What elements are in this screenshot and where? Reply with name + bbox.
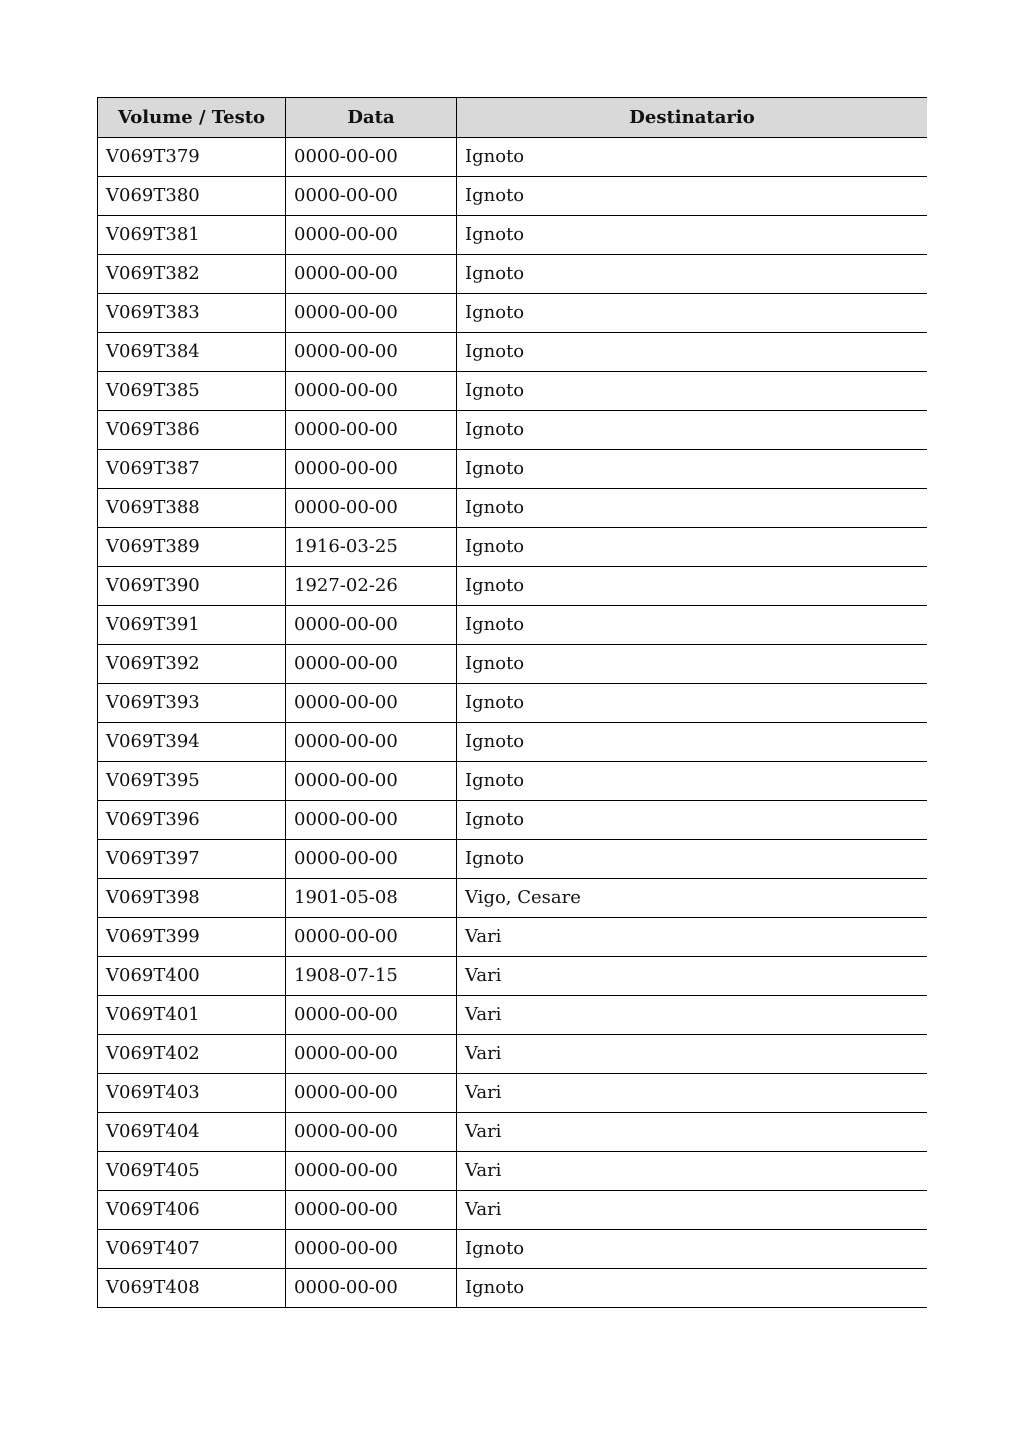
table-row	[98, 333, 928, 372]
column-header-volume-testo: Volume / Testo	[98, 98, 286, 138]
cell-volume-testo: V069T389	[98, 528, 286, 567]
table-row	[98, 1113, 928, 1152]
table-row	[98, 801, 928, 840]
cell-destinatario: Vari	[457, 1035, 928, 1074]
cell-data: 1927-02-26	[286, 567, 457, 606]
cell-volume-testo: V069T398	[98, 879, 286, 918]
cell-data: 0000-00-00	[286, 177, 457, 216]
cell-destinatario: Ignoto	[457, 1230, 928, 1269]
cell-volume-testo: V069T388	[98, 489, 286, 528]
cell-volume-testo: V069T399	[98, 918, 286, 957]
cell-volume-testo: V069T404	[98, 1113, 286, 1152]
table-row	[98, 450, 928, 489]
cell-destinatario: Ignoto	[457, 255, 928, 294]
cell-volume-testo: V069T393	[98, 684, 286, 723]
cell-data: 0000-00-00	[286, 801, 457, 840]
cell-destinatario: Ignoto	[457, 684, 928, 723]
table-row	[98, 762, 928, 801]
cell-destinatario: Vari	[457, 918, 928, 957]
cell-volume-testo: V069T406	[98, 1191, 286, 1230]
cell-destinatario: Ignoto	[457, 138, 928, 177]
table-row	[98, 840, 928, 879]
cell-data: 0000-00-00	[286, 762, 457, 801]
cell-volume-testo: V069T397	[98, 840, 286, 879]
table-row	[98, 996, 928, 1035]
cell-data: 1901-05-08	[286, 879, 457, 918]
letters-table	[97, 97, 927, 1308]
cell-data: 1916-03-25	[286, 528, 457, 567]
cell-volume-testo: V069T400	[98, 957, 286, 996]
cell-data: 0000-00-00	[286, 1035, 457, 1074]
cell-data: 0000-00-00	[286, 723, 457, 762]
cell-data: 0000-00-00	[286, 216, 457, 255]
cell-destinatario: Vari	[457, 957, 928, 996]
cell-destinatario: Ignoto	[457, 645, 928, 684]
table-row	[98, 567, 928, 606]
cell-destinatario: Ignoto	[457, 450, 928, 489]
table-row	[98, 372, 928, 411]
cell-data: 0000-00-00	[286, 138, 457, 177]
cell-volume-testo: V069T380	[98, 177, 286, 216]
cell-data: 0000-00-00	[286, 294, 457, 333]
table-row	[98, 216, 928, 255]
cell-destinatario: Ignoto	[457, 489, 928, 528]
cell-volume-testo: V069T403	[98, 1074, 286, 1113]
cell-volume-testo: V069T391	[98, 606, 286, 645]
cell-destinatario: Vari	[457, 996, 928, 1035]
cell-destinatario: Ignoto	[457, 762, 928, 801]
table-row	[98, 1152, 928, 1191]
table-row	[98, 606, 928, 645]
cell-volume-testo: V069T381	[98, 216, 286, 255]
cell-data: 0000-00-00	[286, 1152, 457, 1191]
cell-destinatario: Vigo, Cesare	[457, 879, 928, 918]
cell-destinatario: Vari	[457, 1191, 928, 1230]
cell-volume-testo: V069T408	[98, 1269, 286, 1308]
cell-destinatario: Ignoto	[457, 1269, 928, 1308]
column-header-data: Data	[286, 98, 457, 138]
cell-destinatario: Ignoto	[457, 528, 928, 567]
cell-destinatario: Ignoto	[457, 177, 928, 216]
cell-destinatario: Ignoto	[457, 567, 928, 606]
cell-data: 0000-00-00	[286, 840, 457, 879]
cell-data: 0000-00-00	[286, 489, 457, 528]
cell-data: 0000-00-00	[286, 606, 457, 645]
cell-volume-testo: V069T394	[98, 723, 286, 762]
table-header	[98, 98, 928, 138]
cell-data: 0000-00-00	[286, 411, 457, 450]
cell-data: 0000-00-00	[286, 1191, 457, 1230]
table-row	[98, 294, 928, 333]
cell-destinatario: Ignoto	[457, 372, 928, 411]
cell-data: 0000-00-00	[286, 1113, 457, 1152]
table-body	[98, 138, 928, 1308]
table-row	[98, 489, 928, 528]
cell-volume-testo: V069T382	[98, 255, 286, 294]
table-row	[98, 411, 928, 450]
cell-destinatario: Vari	[457, 1152, 928, 1191]
cell-volume-testo: V069T407	[98, 1230, 286, 1269]
table-row	[98, 723, 928, 762]
table-row	[98, 918, 928, 957]
table-row	[98, 645, 928, 684]
cell-volume-testo: V069T390	[98, 567, 286, 606]
cell-data: 0000-00-00	[286, 996, 457, 1035]
cell-volume-testo: V069T383	[98, 294, 286, 333]
cell-data: 1908-07-15	[286, 957, 457, 996]
cell-volume-testo: V069T396	[98, 801, 286, 840]
cell-data: 0000-00-00	[286, 372, 457, 411]
cell-destinatario: Vari	[457, 1113, 928, 1152]
cell-volume-testo: V069T379	[98, 138, 286, 177]
cell-data: 0000-00-00	[286, 684, 457, 723]
cell-volume-testo: V069T395	[98, 762, 286, 801]
cell-destinatario: Ignoto	[457, 333, 928, 372]
cell-volume-testo: V069T386	[98, 411, 286, 450]
cell-destinatario: Ignoto	[457, 216, 928, 255]
cell-destinatario: Ignoto	[457, 294, 928, 333]
cell-destinatario: Ignoto	[457, 411, 928, 450]
header-row	[98, 98, 928, 138]
cell-data: 0000-00-00	[286, 333, 457, 372]
cell-data: 0000-00-00	[286, 1230, 457, 1269]
cell-data: 0000-00-00	[286, 450, 457, 489]
table-row	[98, 1230, 928, 1269]
cell-data: 0000-00-00	[286, 645, 457, 684]
cell-destinatario: Ignoto	[457, 840, 928, 879]
cell-data: 0000-00-00	[286, 1074, 457, 1113]
cell-volume-testo: V069T405	[98, 1152, 286, 1191]
cell-volume-testo: V069T384	[98, 333, 286, 372]
table-row	[98, 1191, 928, 1230]
cell-volume-testo: V069T402	[98, 1035, 286, 1074]
table-row	[98, 255, 928, 294]
cell-volume-testo: V069T385	[98, 372, 286, 411]
cell-data: 0000-00-00	[286, 1269, 457, 1308]
cell-destinatario: Ignoto	[457, 801, 928, 840]
table-row	[98, 177, 928, 216]
cell-destinatario: Ignoto	[457, 723, 928, 762]
cell-volume-testo: V069T392	[98, 645, 286, 684]
document-table-container	[97, 97, 927, 1312]
cell-volume-testo: V069T387	[98, 450, 286, 489]
cell-volume-testo: V069T401	[98, 996, 286, 1035]
cell-destinatario: Ignoto	[457, 606, 928, 645]
table-row	[98, 1269, 928, 1308]
table-row	[98, 879, 928, 918]
cell-data: 0000-00-00	[286, 255, 457, 294]
column-header-destinatario: Destinatario	[457, 98, 928, 138]
cell-destinatario: Vari	[457, 1074, 928, 1113]
table-row	[98, 138, 928, 177]
table-row	[98, 684, 928, 723]
cell-data: 0000-00-00	[286, 918, 457, 957]
table-row	[98, 1074, 928, 1113]
table-row	[98, 528, 928, 567]
table-row	[98, 1035, 928, 1074]
table-row	[98, 957, 928, 996]
